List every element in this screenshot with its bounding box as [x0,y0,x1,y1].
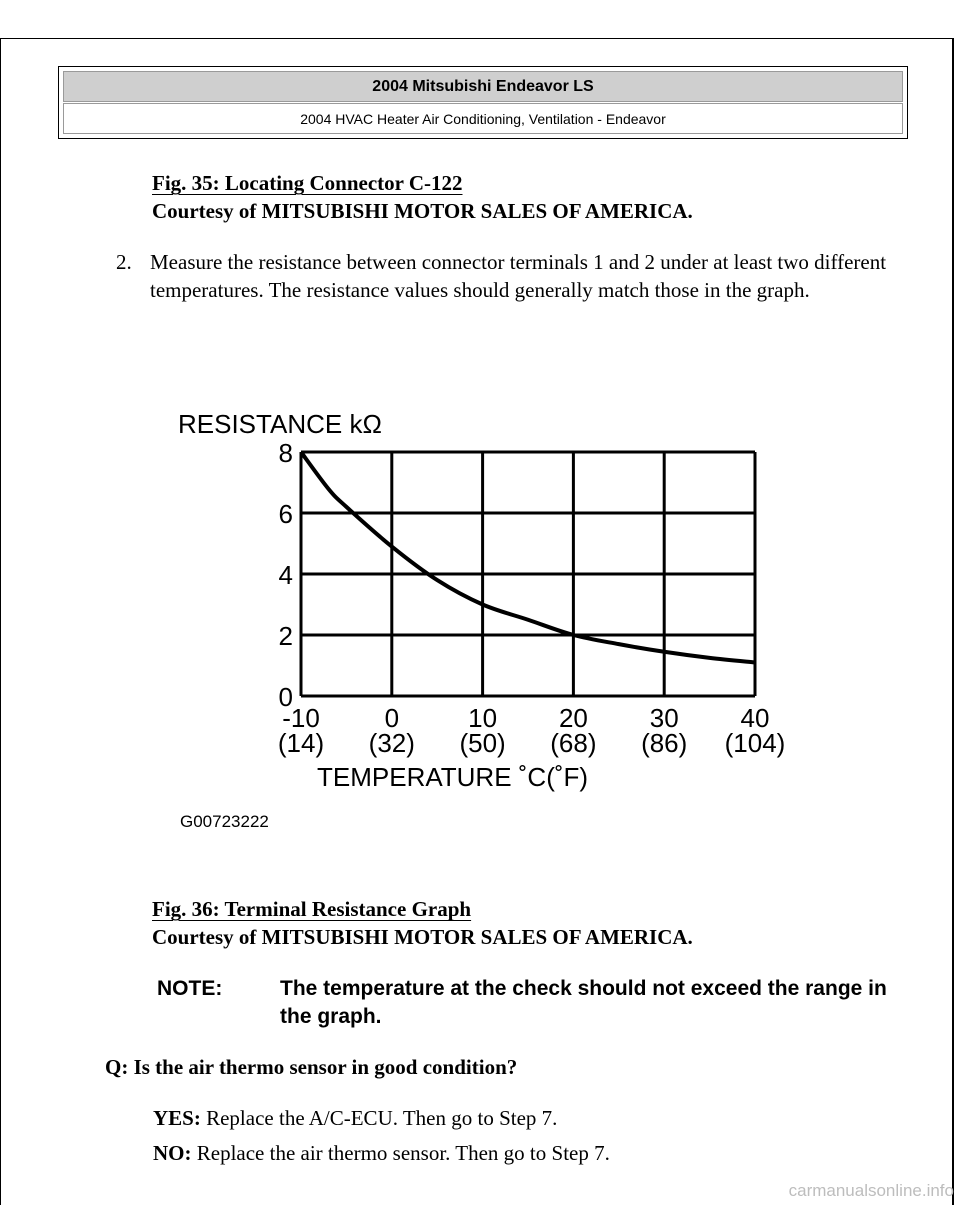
chart-grid [301,452,755,696]
x-tick-label-fahrenheit: (104) [724,728,786,758]
resistance-curve [301,452,755,662]
fig35-courtesy: Courtesy of MITSUBISHI MOTOR SALES OF AMERICA. [152,199,693,223]
note-label: NOTE: [157,977,223,1000]
resistance-chart [150,400,830,840]
step-number: 2. [116,250,132,274]
chart-x-ticks [278,703,785,758]
answer-yes-label: YES: [153,1106,201,1130]
chart-ylabel: RESISTANCE kΩ [178,409,382,439]
chart-code: G00723222 [180,812,269,831]
y-tick-label: 0 [278,682,293,712]
watermark: carmanualsonline.info [788,1181,954,1200]
x-tick-label-fahrenheit: (86) [641,728,688,758]
note-text: The temperature at the check should not exceed the range in the graph. [280,977,887,1028]
x-tick-label-fahrenheit: (14) [277,728,325,758]
x-tick-label-celsius: 10 [468,703,498,733]
y-tick-label: 2 [278,621,293,651]
x-tick-label-celsius: 30 [649,703,679,733]
document-header [58,66,908,139]
fig36-title: Fig. 36: Terminal Resistance Graph [152,897,472,921]
y-tick-label: 4 [278,560,293,590]
x-tick-label-fahrenheit: (32) [368,728,415,758]
y-tick-label: 8 [278,438,293,468]
fig35-title: Fig. 35: Locating Connector C-122 [152,171,463,195]
x-tick-label-fahrenheit: (50) [459,728,506,758]
x-tick-label-celsius: 40 [740,703,770,733]
chart-y-ticks [279,438,293,712]
header-subtitle: 2004 HVAC Heater Air Conditioning, Ventilation - Endeavor [63,103,903,134]
answer-yes-text: Replace the A/C-ECU. Then go to Step 7. [200,1106,558,1130]
question: Q: Is the air thermo sensor in good condition? [105,1055,518,1079]
x-tick-label-fahrenheit: (68) [550,728,597,758]
answer-no-label: NO: [153,1141,192,1165]
fig36-courtesy: Courtesy of MITSUBISHI MOTOR SALES OF AMERICA. [152,925,693,949]
y-tick-label: 6 [278,499,293,529]
x-tick-label-celsius: 20 [558,703,588,733]
chart-xlabel: TEMPERATURE ˚C(˚F) [317,762,589,792]
answer-no-text: Replace the air thermo sensor. Then go to Step 7. [191,1141,610,1165]
answer-yes [153,1106,557,1131]
step-text: Measure the resistance between connector terminals 1 and 2 under at least two different temperatures. The resistance values should generally match those in the graph. [150,250,887,302]
x-tick-label-celsius: -10 [282,703,320,733]
header-title: 2004 Mitsubishi Endeavor LS [63,71,903,102]
answer-no [153,1141,610,1166]
x-tick-label-celsius: 0 [384,703,400,733]
